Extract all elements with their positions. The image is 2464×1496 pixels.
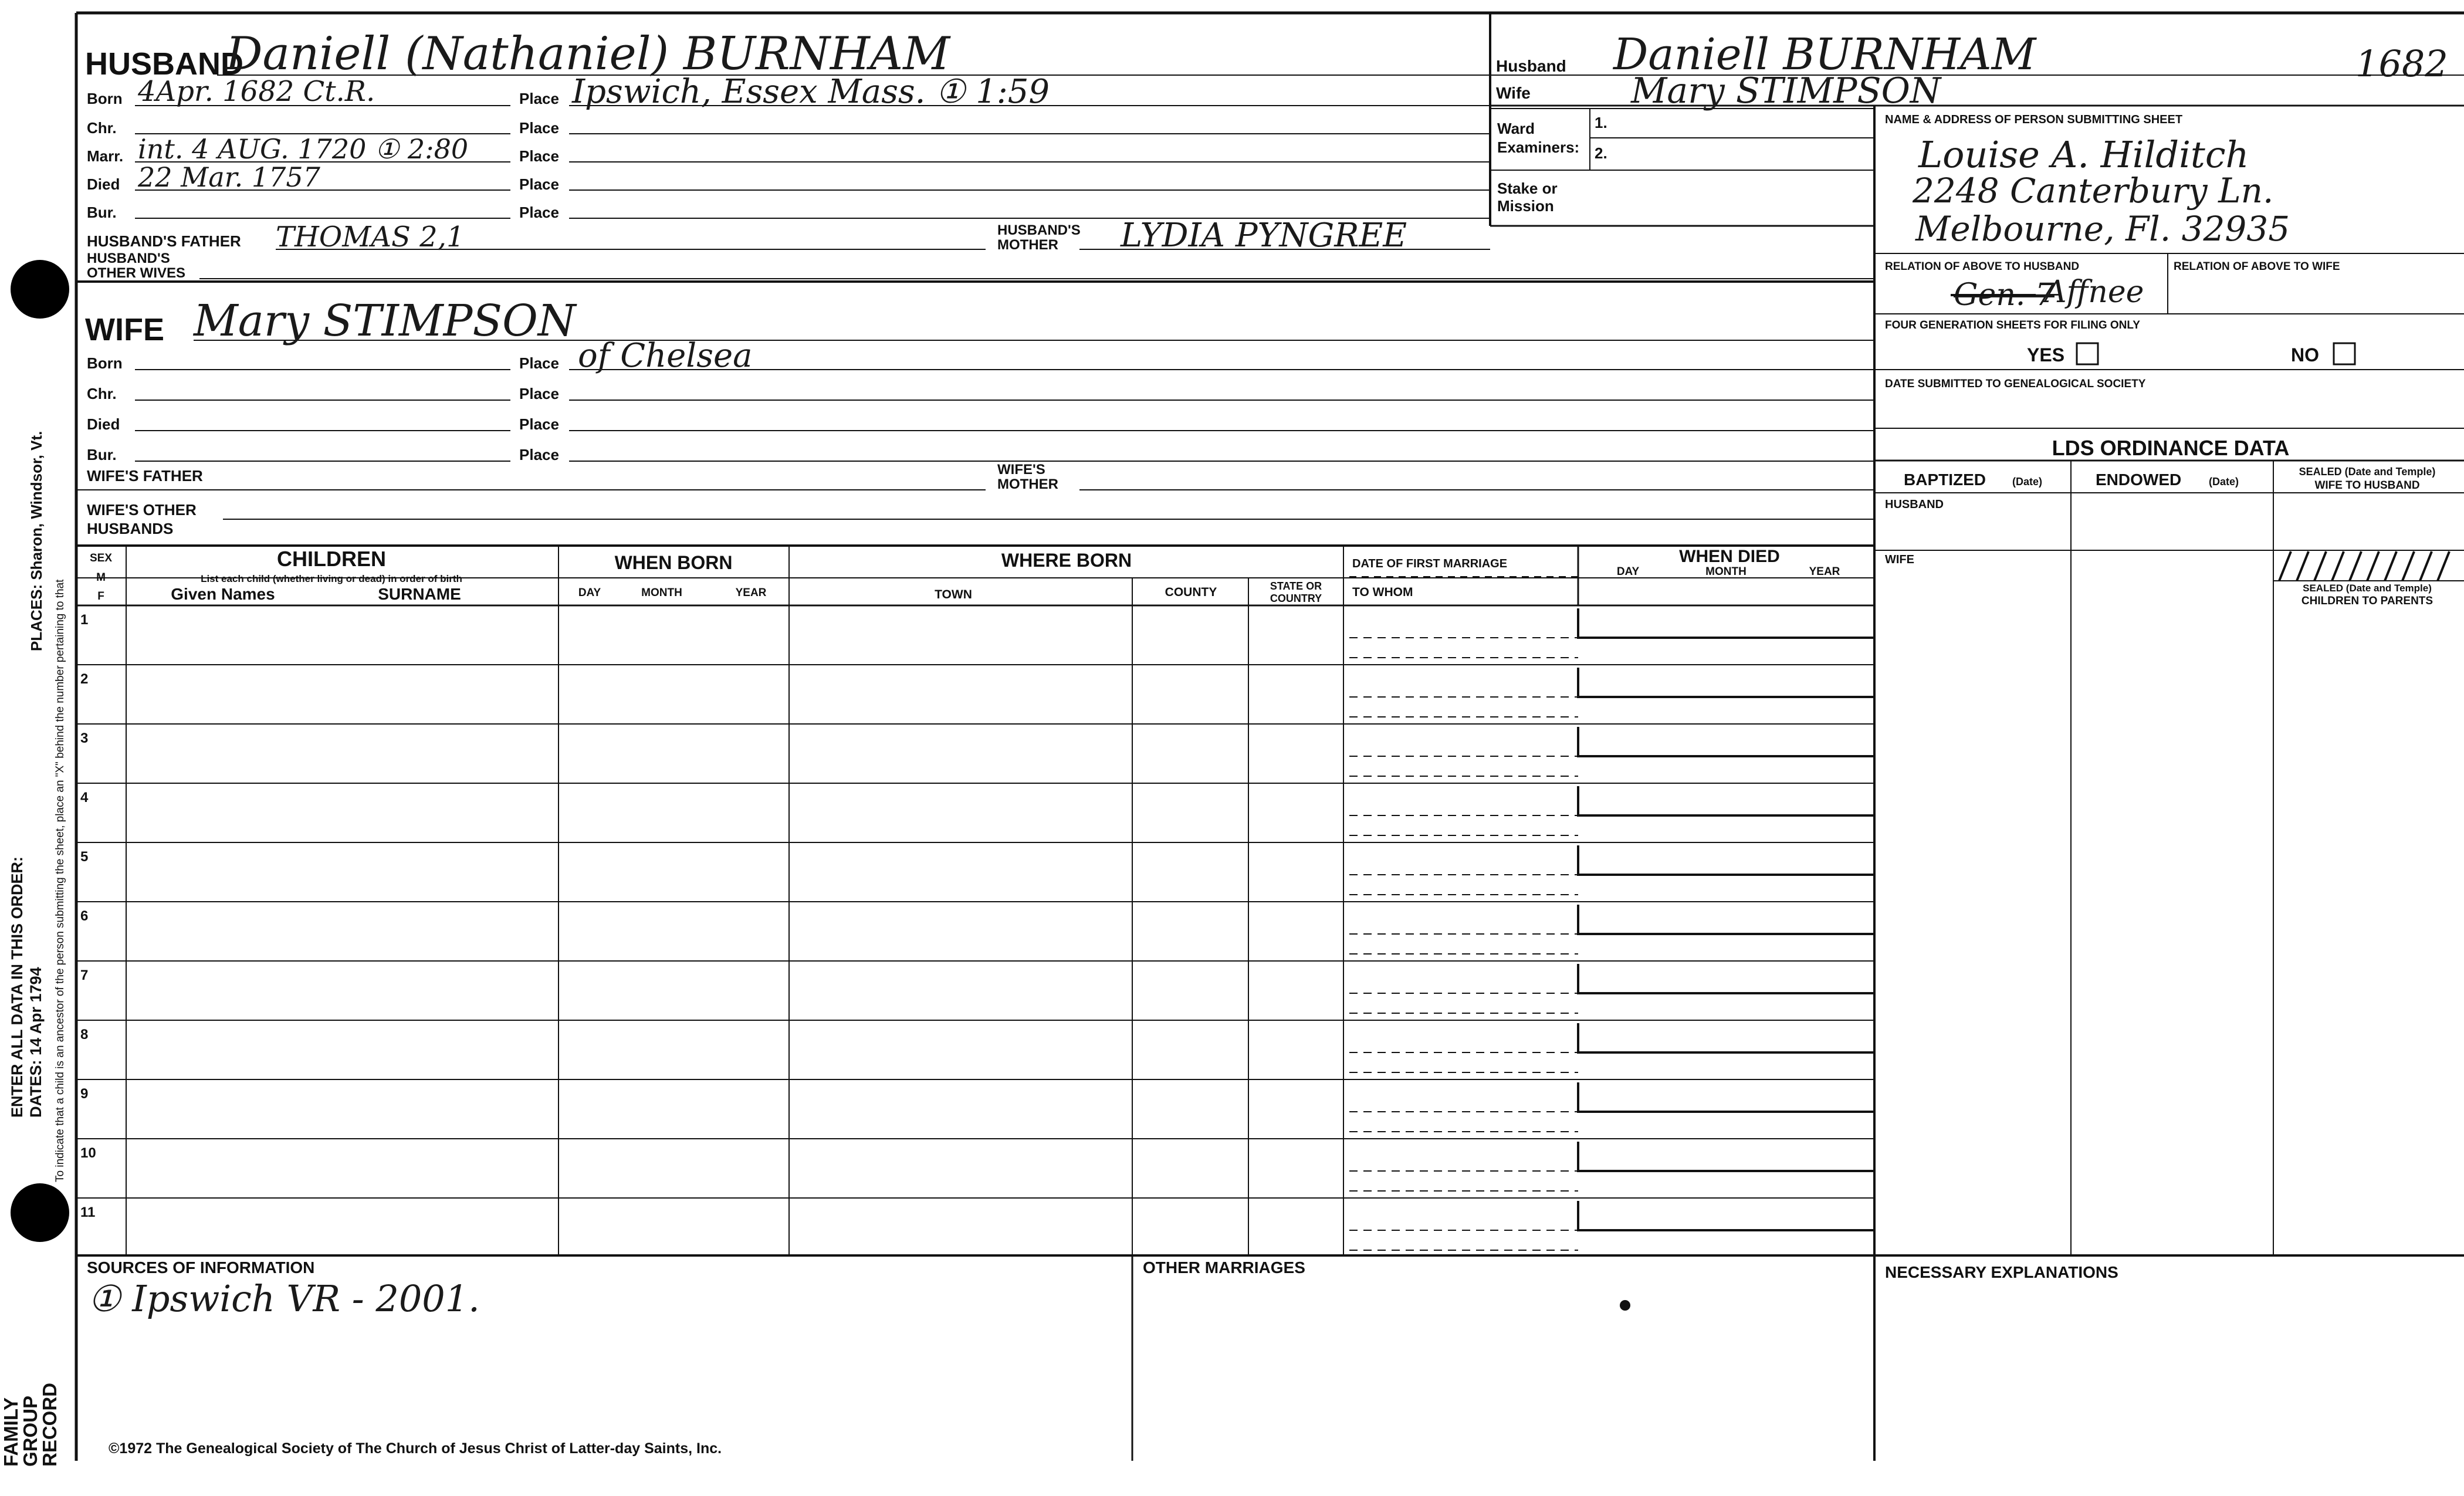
sex-m-label: M [96,571,106,584]
sources-label: SOURCES OF INFORMATION [87,1258,315,1277]
child-row-number: 7 [80,967,89,983]
husband-mother-label-1: HUSBAND'S [997,222,1081,238]
husband-born-place: Ipswich, Essex Mass. ① 1:59 [572,73,1050,111]
husband-bur-place-label: Place [519,204,559,221]
relation-husband-label: RELATION OF ABOVE TO HUSBAND [1885,260,2080,273]
header-husband-label: Husband [1496,57,1566,75]
town-label: TOWN [935,588,972,601]
yes-label: YES [2027,344,2065,365]
to-whom-label: TO WHOM [1352,585,1413,599]
copyright-text: ©1972 The Genealogical Society of The Church of Jesus Christ of Latter-day Saints, Inc. [109,1440,722,1457]
examiners-label: Examiners: [1497,138,1580,156]
explanations-label: NECESSARY EXPLANATIONS [1885,1263,2118,1281]
wife-born-place: of Chelsea [578,337,753,375]
submitter-label: NAME & ADDRESS OF PERSON SUBMITTING SHEET [1885,113,2183,126]
wife-died-label: Died [87,415,120,433]
child-row-number: 8 [80,1027,89,1043]
husband-died-label: Died [87,175,120,193]
when-died-bracket [1578,905,1874,934]
form-title-line-1: FAMILY [0,1397,22,1467]
husband-mother: LYDIA PYNGREE [1121,216,1407,255]
child-row-number: 9 [80,1086,89,1102]
sealed-wife-label-2: WIFE TO HUSBAND [2314,479,2420,492]
child-row-number: 4 [80,790,89,805]
wife-father-label: WIFE'S FATHER [87,467,203,485]
when-died-bracket [1578,786,1874,815]
sealed-children-label-1: SEALED (Date and Temple) [2303,583,2432,594]
stake-label-1: Stake or [1497,180,1558,197]
born-year-label: YEAR [735,587,767,599]
husband-other-wives-label-1: HUSBAND'S [87,251,170,266]
when-died-label: WHEN DIED [1679,547,1780,566]
husband-chr-place-label: Place [519,119,559,137]
child-row-number: 3 [80,730,89,746]
where-born-label: WHERE BORN [1001,550,1132,571]
husband-born-label: Born [87,90,123,107]
when-died-bracket [1578,727,1874,756]
child-row-number: 10 [80,1145,96,1161]
born-month-label: MONTH [641,587,682,599]
header-year: 1682 [2355,42,2448,85]
husband-marr-place-label: Place [519,147,559,165]
header-wife-label: Wife [1496,84,1531,102]
wife-label: WIFE [85,312,164,347]
endowed-date-label: (Date) [2209,476,2239,488]
child-row-number: 11 [80,1204,96,1220]
when-died-bracket [1578,1201,1874,1230]
punch-hole-top [11,260,69,319]
baptized-date-label: (Date) [2012,476,2043,488]
submitter-address-1: 2248 Canterbury Ln. [1913,171,2274,211]
wife-chr-label: Chr. [87,385,117,402]
when-died-bracket [1578,608,1874,638]
no-label: NO [2291,344,2319,365]
county-label: COUNTY [1165,585,1217,599]
wife-mother-label-1: WIFE'S [997,462,1045,478]
child-row-number: 6 [80,908,89,924]
husband-bur-label: Bur. [87,204,117,221]
relation-wife-label: RELATION OF ABOVE TO WIFE [2174,260,2340,273]
when-died-bracket [1578,1082,1874,1112]
wife-born-label: Born [87,354,123,372]
died-day-label: DAY [1616,566,1640,578]
four-gen-label: FOUR GENERATION SHEETS FOR FILING ONLY [1885,319,2140,331]
husband-born: 4Apr. 1682 Ct.R. [138,75,375,108]
husband-name: Daniell (Nathaniel) BURNHAM [226,28,950,80]
sex-label: SEX [89,552,113,564]
examiner-1-label: 1. [1595,114,1607,131]
yes-checkbox[interactable] [2077,343,2098,364]
wife-other-husbands-label-1: WIFE'S OTHER [87,501,197,519]
ink-dot [1620,1300,1630,1311]
form-title [1,1383,59,1467]
other-marriages-label: OTHER MARRIAGES [1143,1258,1305,1277]
wife-chr-place-label: Place [519,385,559,402]
submitter-address-2: Melbourne, Fl. 32935 [1915,209,2290,249]
when-died-bracket [1578,845,1874,875]
when-born-label: WHEN BORN [614,552,733,573]
form-title-line-2: GROUP [19,1395,41,1467]
baptized-label: BAPTIZED [1904,471,1986,489]
lds-wife-row: WIFE [1885,553,1914,566]
sex-f-label: F [97,590,104,603]
sealed-wife-label-1: SEALED (Date and Temple) [2299,466,2436,478]
first-marriage-label: DATE OF FIRST MARRIAGE [1352,557,1508,570]
husband-father: THOMAS 2,1 [276,221,465,253]
when-died-bracket [1578,1023,1874,1052]
relation-value: Affnee [2045,275,2144,310]
died-year-label: YEAR [1809,566,1840,578]
husband-other-wives-label-2: OTHER WIVES [87,265,186,281]
enter-data-instruction-2: DATES: 14 Apr 1794 [27,967,45,1118]
child-row-number: 5 [80,849,89,865]
wife-bur-place-label: Place [519,446,559,463]
husband-label: HUSBAND [85,46,243,82]
date-submitted-label: DATE SUBMITTED TO GENEALOGICAL SOCIETY [1885,378,2146,390]
husband-marr-label: Marr. [87,147,124,165]
children-label: CHILDREN [277,547,386,571]
punch-hole-bottom [11,1183,69,1242]
form-title-line-3: RECORD [39,1382,60,1467]
no-checkbox[interactable] [2334,343,2355,364]
husband-chr-label: Chr. [87,119,117,137]
husband-died: 22 Mar. 1757 [138,161,320,193]
state-label-2: COUNTRY [1270,593,1322,604]
children-sub-label: List each child (whether living or dead) in order of birth [201,573,462,584]
ward-label: Ward [1497,120,1535,137]
state-label-1: STATE OR [1270,580,1322,592]
husband-marr: int. 4 AUG. 1720 ① 2:80 [138,133,469,165]
when-died-bracket [1578,1142,1874,1171]
relation-struck: Gen. 7 [1954,277,2055,313]
sealed-children-label-2: CHILDREN TO PARENTS [2301,595,2433,607]
submitter-name: Louise A. Hilditch [1918,133,2249,176]
wife-other-husbands-label-2: HUSBANDS [87,520,174,537]
when-died-bracket [1578,668,1874,697]
lds-husband-row: HUSBAND [1885,498,1944,511]
when-died-bracket [1578,964,1874,993]
husband-mother-label-2: MOTHER [997,237,1058,253]
husband-father-label: HUSBAND'S FATHER [87,232,241,250]
endowed-label: ENDOWED [2096,471,2182,489]
given-names-label: Given Names [171,585,275,603]
wife-died-place-label: Place [519,415,559,433]
husband-born-place-label: Place [519,90,559,107]
header-husband-name: Daniell BURNHAM [1613,29,2036,80]
examiner-2-label: 2. [1595,144,1607,162]
wife-born-place-label: Place [519,354,559,372]
child-row-number: 2 [80,671,89,687]
wife-mother-label-2: MOTHER [997,476,1058,492]
husband-died-place-label: Place [519,175,559,193]
born-day-label: DAY [578,587,601,599]
child-row-number: 1 [80,612,89,628]
wife-name: Mary STIMPSON [194,296,576,346]
lds-title: LDS ORDINANCE DATA [2052,436,2290,460]
header-wife-name: Mary STIMPSON [1631,70,1941,111]
stake-label-2: Mission [1497,197,1554,215]
places-instruction: PLACES: Sharon, Windsor, Vt. [28,431,45,651]
enter-data-instruction-1: ENTER ALL DATA IN THIS ORDER: [8,857,26,1118]
ancestor-instruction: To indicate that a child is an ancestor of the person submitting the sheet, place an "X" behind the number pertaining to that [54,579,66,1182]
surname-label: SURNAME [378,585,461,603]
sources-text: ① Ipswich VR - 2001. [88,1277,480,1320]
died-month-label: MONTH [1705,566,1747,578]
wife-bur-label: Bur. [87,446,117,463]
